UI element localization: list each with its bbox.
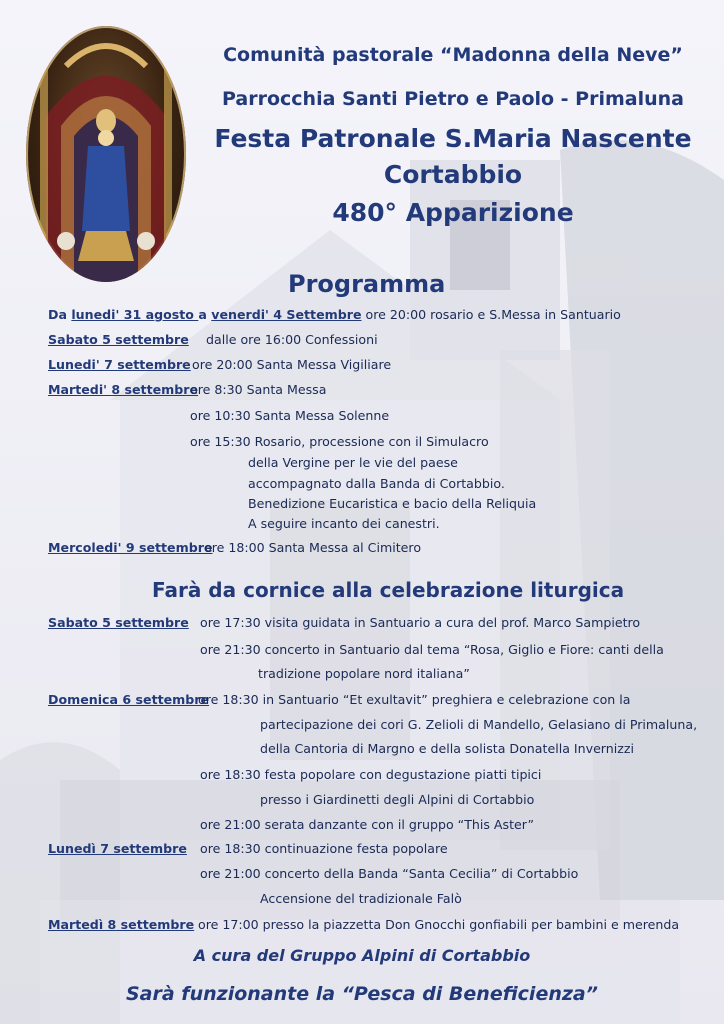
anniversary-title: 480° Apparizione (332, 198, 574, 227)
cornice-row-12-text: Accensione del tradizionale Falò (260, 891, 462, 906)
program-row-1-prefix: Da (48, 307, 72, 322)
cornice-row-9-text: ore 21:00 serata danzante con il gruppo “This Aster” (200, 817, 535, 832)
parish-title: Parrocchia Santi Pietro e Paolo - Primaluna (221, 88, 684, 110)
location-title: Cortabbio (383, 160, 523, 189)
program-row-4-text: ore 8:30 Santa Messa (190, 382, 327, 397)
madonna-statue-image (26, 26, 186, 282)
cornice-row-4-date: Domenica 6 settembre (48, 692, 210, 707)
community-title: Comunità pastorale “Madonna della Neve” (223, 44, 683, 66)
organizer-line: A cura del Gruppo Alpini di Cortabbio (193, 946, 531, 965)
cornice-row-1-text: ore 17:30 visita guidata in Santuario a cura del prof. Marco Sampietro (200, 615, 641, 630)
cornice-row-13-text: ore 17:00 presso la piazzetta Don Gnocchi gonfiabili per bambini e merenda (198, 917, 680, 932)
program-row-2-date: Sabato 5 settembre (48, 332, 189, 347)
program-row-1 (48, 307, 621, 322)
cornice-heading: Farà da cornice alla celebrazione liturgica (152, 578, 625, 602)
cornice-row-2-text: ore 21:30 concerto in Santuario dal tema “Rosa, Giglio e Fiore: canti della (200, 642, 664, 657)
program-row-3-date: Lunedi' 7 settembre (48, 357, 191, 372)
festival-title: Festa Patronale S.Maria Nascente (214, 124, 692, 153)
program-row-8-text: accompagnato dalla Banda di Cortabbio. (248, 476, 505, 491)
program-row-1-text: ore 20:00 rosario e S.Messa in Santuario (361, 307, 621, 322)
cornice-row-11-text: ore 21:00 concerto della Banda “Santa Cecilia” di Cortabbio (200, 866, 579, 881)
program-row-10-text: A seguire incanto dei canestri. (248, 516, 440, 531)
cornice-row-4-text: ore 18:30 in Santuario “Et exultavit” preghiera e celebrazione con la (198, 692, 631, 707)
cornice-row-3-text: tradizione popolare nord italiana” (258, 666, 470, 681)
cornice-row-10-text: ore 18:30 continuazione festa popolare (200, 841, 448, 856)
program-row-1-mid: a (198, 307, 212, 322)
program-row-5-text: ore 10:30 Santa Messa Solenne (190, 408, 390, 423)
cornice-row-8-text: presso i Giardinetti degli Alpini di Cortabbio (260, 792, 535, 807)
programma-heading: Programma (288, 270, 446, 298)
program-row-1-start-date: lunedi' 31 agosto (71, 307, 199, 322)
program-row-1-end-date: venerdi' 4 Settembre (211, 307, 362, 322)
program-row-6-text: ore 15:30 Rosario, processione con il Simulacro (190, 434, 489, 449)
program-row-9-text: Benedizione Eucaristica e bacio della Reliquia (248, 496, 537, 511)
cornice-row-1-date: Sabato 5 settembre (48, 615, 189, 630)
program-row-11-text: ore 18:00 Santa Messa al Cimitero (204, 540, 422, 555)
cornice-row-7-text: ore 18:30 festa popolare con degustazione piatti tipici (200, 767, 542, 782)
program-row-4-date: Martedi' 8 settembre (48, 382, 199, 397)
charity-line: Sarà funzionante la “Pesca di Beneficienza” (126, 983, 598, 1005)
cornice-row-5-text: partecipazione dei cori G. Zelioli di Mandello, Gelasiano di Primaluna, (260, 717, 698, 732)
program-row-11-date: Mercoledi' 9 settembre (48, 540, 213, 555)
cornice-row-10-date: Lunedì 7 settembre (48, 841, 187, 856)
cornice-row-13-date: Martedì 8 settembre (48, 917, 195, 932)
cornice-row-6-text: della Cantoria di Margno e della solista Donatella Invernizzi (260, 741, 634, 756)
madonna-statue-drawing (26, 26, 186, 282)
program-row-2-text: dalle ore 16:00 Confessioni (206, 332, 378, 347)
program-row-7-text: della Vergine per le vie del paese (248, 455, 458, 470)
program-row-3-text: ore 20:00 Santa Messa Vigiliare (192, 357, 392, 372)
